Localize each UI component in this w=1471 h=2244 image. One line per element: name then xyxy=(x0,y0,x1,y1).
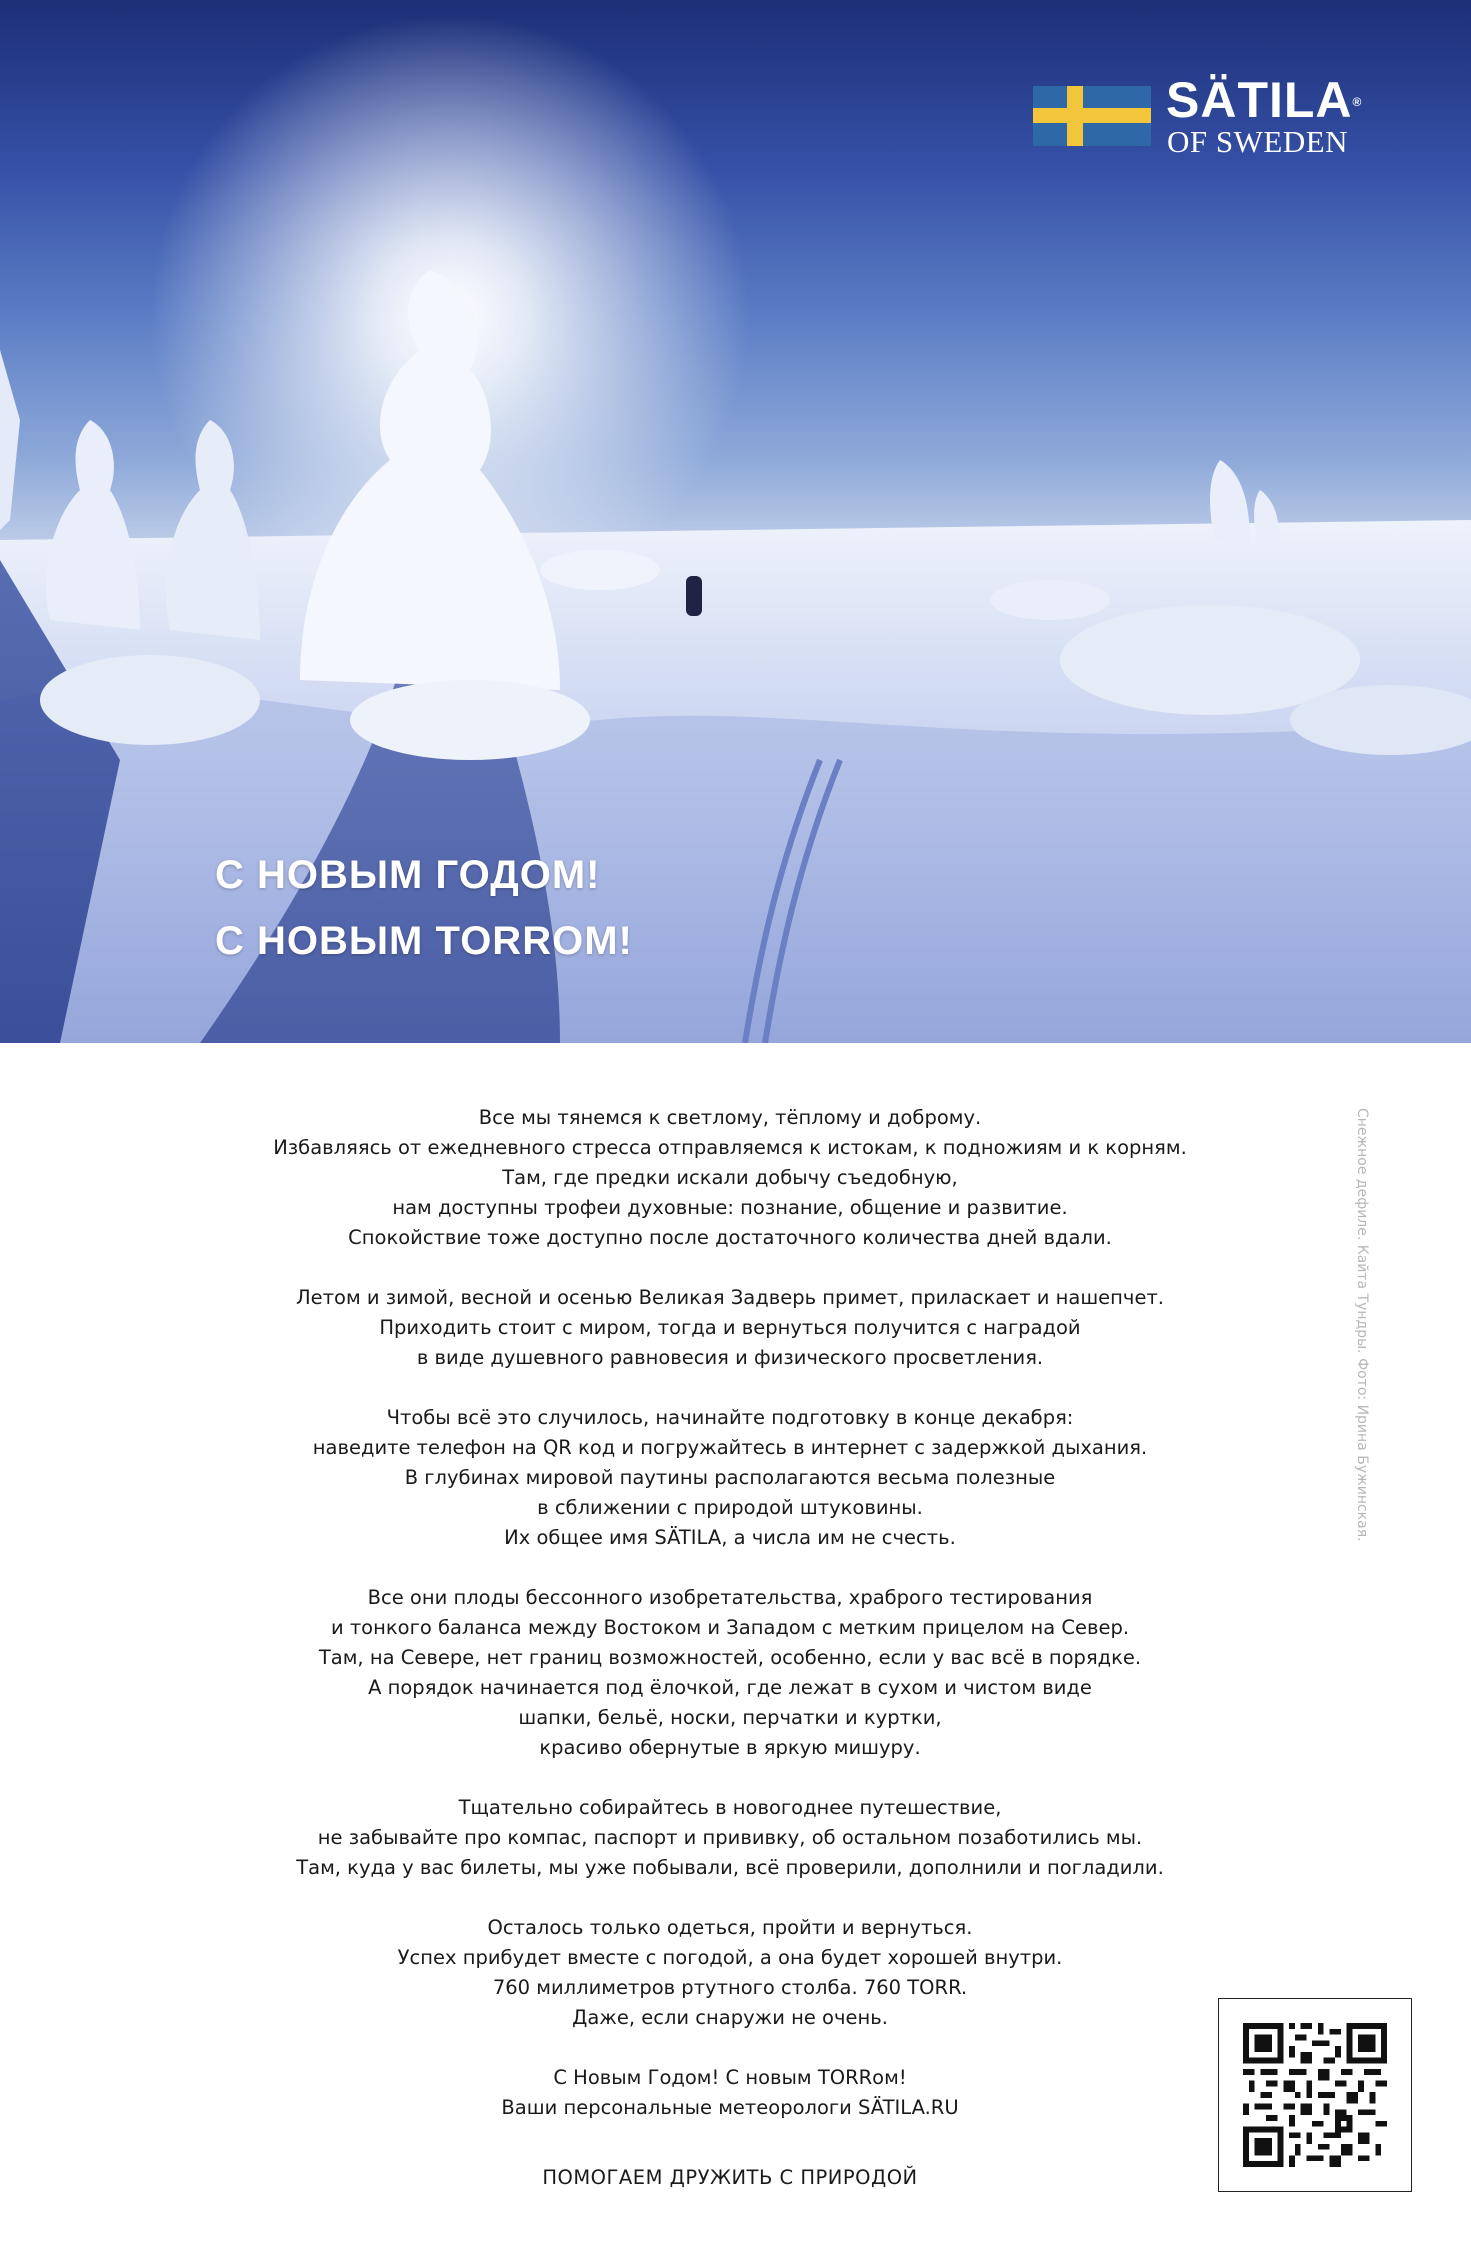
satila-logo xyxy=(1033,70,1373,160)
swedish-flag-icon xyxy=(1033,86,1151,146)
text-line: Спокойствие тоже доступно после достаточного количества дней вдали. xyxy=(348,1226,1112,1249)
registered-mark: ® xyxy=(1352,95,1363,109)
greeting-text xyxy=(180,1103,1280,2153)
paragraph-2 xyxy=(180,1283,1280,1373)
text-line: Там, на Севере, нет границ возможностей, особенно, если у вас всё в порядке. xyxy=(318,1646,1142,1669)
paragraph-1 xyxy=(180,1103,1280,1253)
text-line: Осталось только одеться, пройти и вернуться. xyxy=(487,1916,973,1939)
text-line: Там, где предки искали добычу съедобную, xyxy=(502,1166,958,1189)
text-line: Успех прибудет вместе с погодой, а она будет хорошей внутри. xyxy=(397,1946,1063,1969)
hero-photo xyxy=(0,0,1471,1043)
text-line: не забывайте про компас, паспорт и прививку, об остальном позаботились мы. xyxy=(317,1826,1143,1849)
headline xyxy=(215,842,633,974)
text-line: 760 миллиметров ртутного столба. 760 TORR. xyxy=(492,1976,968,1999)
headline-line-2: С НОВЫМ TORROM! xyxy=(215,919,633,963)
text-line: А порядок начинается под ёлочкой, где лежат в сухом и чистом виде xyxy=(368,1676,1092,1699)
paragraph-5 xyxy=(180,1793,1280,1883)
headline-line-1: С НОВЫМ ГОДОМ! xyxy=(215,853,601,897)
text-line: Их общее имя SÄTILA, а числа им не счесть. xyxy=(504,1526,956,1549)
paragraph-6 xyxy=(180,1913,1280,2033)
text-line: Все мы тянемся к светлому, тёплому и доброму. xyxy=(478,1106,982,1129)
text-line: Все они плоды бессонного изобретательства, храброго тестирования xyxy=(367,1586,1093,1609)
qr-code-icon xyxy=(1243,2023,1387,2167)
qr-code[interactable] xyxy=(1218,1998,1412,2192)
text-line: в виде душевного равновесия и физического просветления. xyxy=(416,1346,1044,1369)
signature-line-2: Ваши персональные метеорологи SÄTILA.RU xyxy=(501,2096,959,2119)
text-line: шапки, бельё, носки, перчатки и куртки, xyxy=(518,1706,942,1729)
text-line: Чтобы всё это случилось, начинайте подготовку в конце декабря: xyxy=(386,1406,1074,1429)
text-line: Приходить стоит с миром, тогда и вернуться получится с наградой xyxy=(379,1316,1081,1339)
text-line: Даже, если снаружи не очень. xyxy=(572,2006,888,2029)
skier xyxy=(686,576,702,616)
text-line: Там, куда у вас билеты, мы уже побывали, всё проверили, дополнили и погладили. xyxy=(296,1856,1164,1879)
text-line: наведите телефон на QR код и погружайтесь в интернет с задержкой дыхания. xyxy=(312,1436,1148,1459)
brand-name: SÄTILA® xyxy=(1166,72,1363,128)
text-line: в сближении с природой штуковины. xyxy=(537,1496,923,1519)
slogan: ПОМОГАЕМ ДРУЖИТЬ С ПРИРОДОЙ xyxy=(542,2166,918,2189)
text-line: Избавляясь от ежедневного стресса отправляемся к истокам, к подножиям и к корням. xyxy=(273,1136,1187,1159)
text-line: Тщательно собирайтесь в новогоднее путешествие, xyxy=(458,1796,1002,1819)
text-line: В глубинах мировой паутины располагаются весьма полезные xyxy=(404,1466,1056,1489)
paragraph-3 xyxy=(180,1403,1280,1553)
paragraph-4 xyxy=(180,1583,1280,1763)
signature xyxy=(180,2063,1280,2123)
text-line: нам доступны трофеи духовные: познание, общение и развитие. xyxy=(392,1196,1068,1219)
brand-tagline: OF SWEDEN xyxy=(1167,124,1349,159)
text-line: Летом и зимой, весной и осенью Великая Задверь примет, приласкает и нашепчет. xyxy=(296,1286,1164,1309)
signature-line-1: С Новым Годом! С новым TORRом! xyxy=(553,2066,907,2089)
photo-credit: Снежное дефиле. Кайта Тундры. Фото: Ирина Бужинская. xyxy=(1354,1108,1370,1542)
text-line: и тонкого баланса между Востоком и Западом с метким прицелом на Север. xyxy=(330,1616,1130,1639)
text-line: красиво обернутые в яркую мишуру. xyxy=(539,1736,921,1759)
